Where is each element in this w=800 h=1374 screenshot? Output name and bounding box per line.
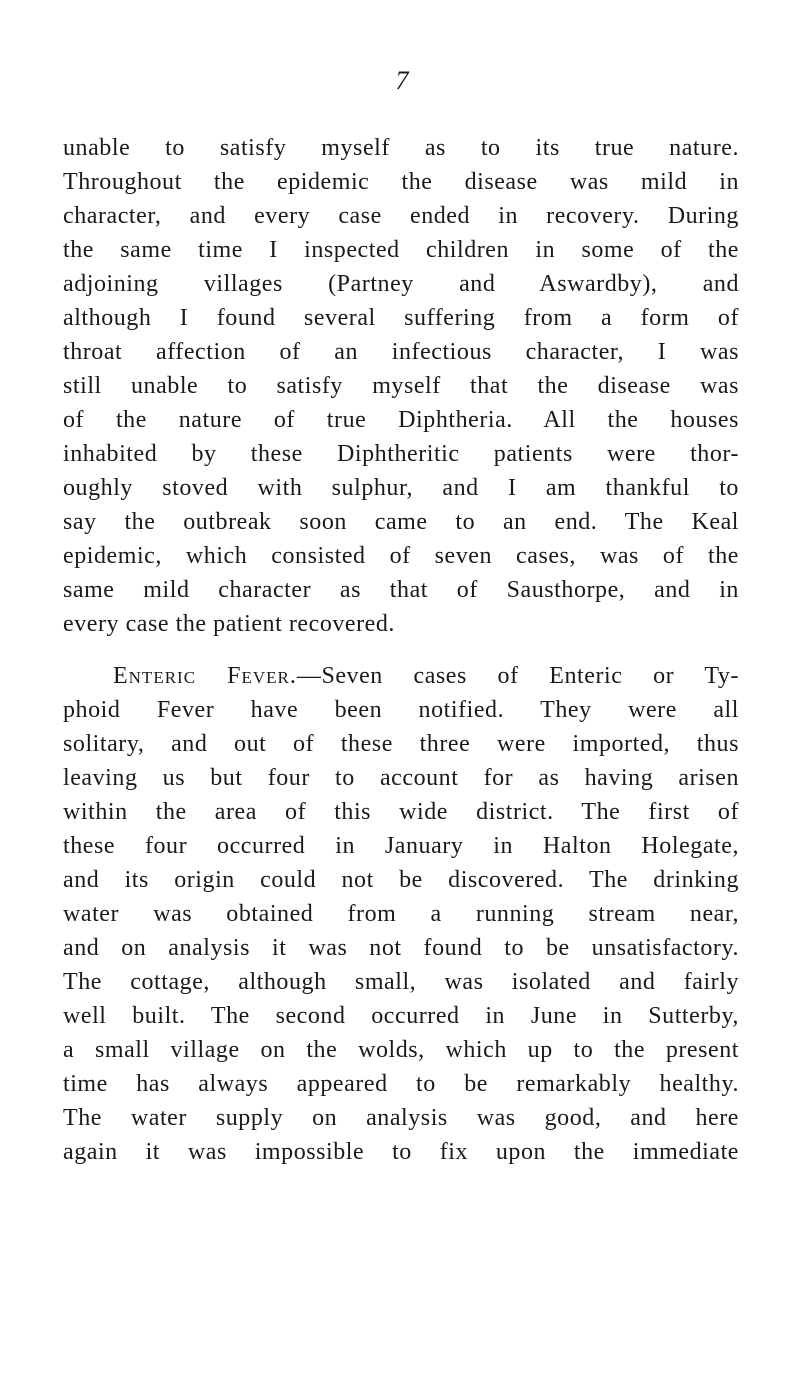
text-line: unable to satisfy myself as to its true nature. bbox=[63, 135, 739, 161]
text-line: within the area of this wide district. The first of bbox=[63, 799, 739, 825]
text-line: still unable to satisfy myself that the disease was bbox=[63, 373, 739, 399]
text-line: and on analysis it was not found to be unsatisfactory. bbox=[63, 935, 739, 961]
text-line: time has always appeared to be remarkably healthy. bbox=[63, 1071, 739, 1097]
text-line: The cottage, although small, was isolated and fairly bbox=[63, 969, 739, 995]
text-line: leaving us but four to account for as having arisen bbox=[63, 765, 739, 791]
text-line: say the outbreak soon came to an end. The Keal bbox=[63, 509, 739, 535]
text-line: again it was impossible to fix upon the immediate bbox=[63, 1139, 739, 1165]
text-line: inhabited by these Diphtheritic patients were thor- bbox=[63, 441, 739, 467]
text-line: these four occurred in January in Halton Holegate, bbox=[63, 833, 739, 859]
text-line: and its origin could not be discovered. The drinking bbox=[63, 867, 739, 893]
text-line: water was obtained from a running stream near, bbox=[63, 901, 739, 927]
text-line: oughly stoved with sulphur, and I am thankful to bbox=[63, 475, 739, 501]
text-line: throat affection of an infectious character, I was bbox=[63, 339, 739, 365]
text-line: of the nature of true Diphtheria. All the houses bbox=[63, 407, 739, 433]
text-line: although I found several suffering from a form of bbox=[63, 305, 739, 331]
text-line: the same time I inspected children in some of the bbox=[63, 237, 739, 263]
section-first-line-text: —Seven cases of Enteric or Ty- bbox=[296, 663, 740, 689]
section-first-line bbox=[113, 659, 739, 693]
text-line: character, and every case ended in recovery. During bbox=[63, 203, 739, 229]
text-line: adjoining villages (Partney and Aswardby), and bbox=[63, 271, 739, 297]
section-heading: Enteric Fever. bbox=[113, 663, 297, 689]
text-line: Throughout the epidemic the disease was mild in bbox=[63, 169, 739, 195]
text-line: solitary, and out of these three were imported, thus bbox=[63, 731, 739, 757]
text-line: same mild character as that of Sausthorpe, and in bbox=[63, 577, 739, 603]
text-line: every case the patient recovered. bbox=[63, 611, 395, 637]
page-number: 7 bbox=[395, 66, 409, 95]
text-line: well built. The second occurred in June in Sutterby, bbox=[63, 1003, 739, 1029]
text-line: phoid Fever have been notified. They were all bbox=[63, 697, 739, 723]
text-line: epidemic, which consisted of seven cases, was of the bbox=[63, 543, 739, 569]
text-line: The water supply on analysis was good, and here bbox=[63, 1105, 739, 1131]
text-line: a small village on the wolds, which up to the present bbox=[63, 1037, 739, 1063]
